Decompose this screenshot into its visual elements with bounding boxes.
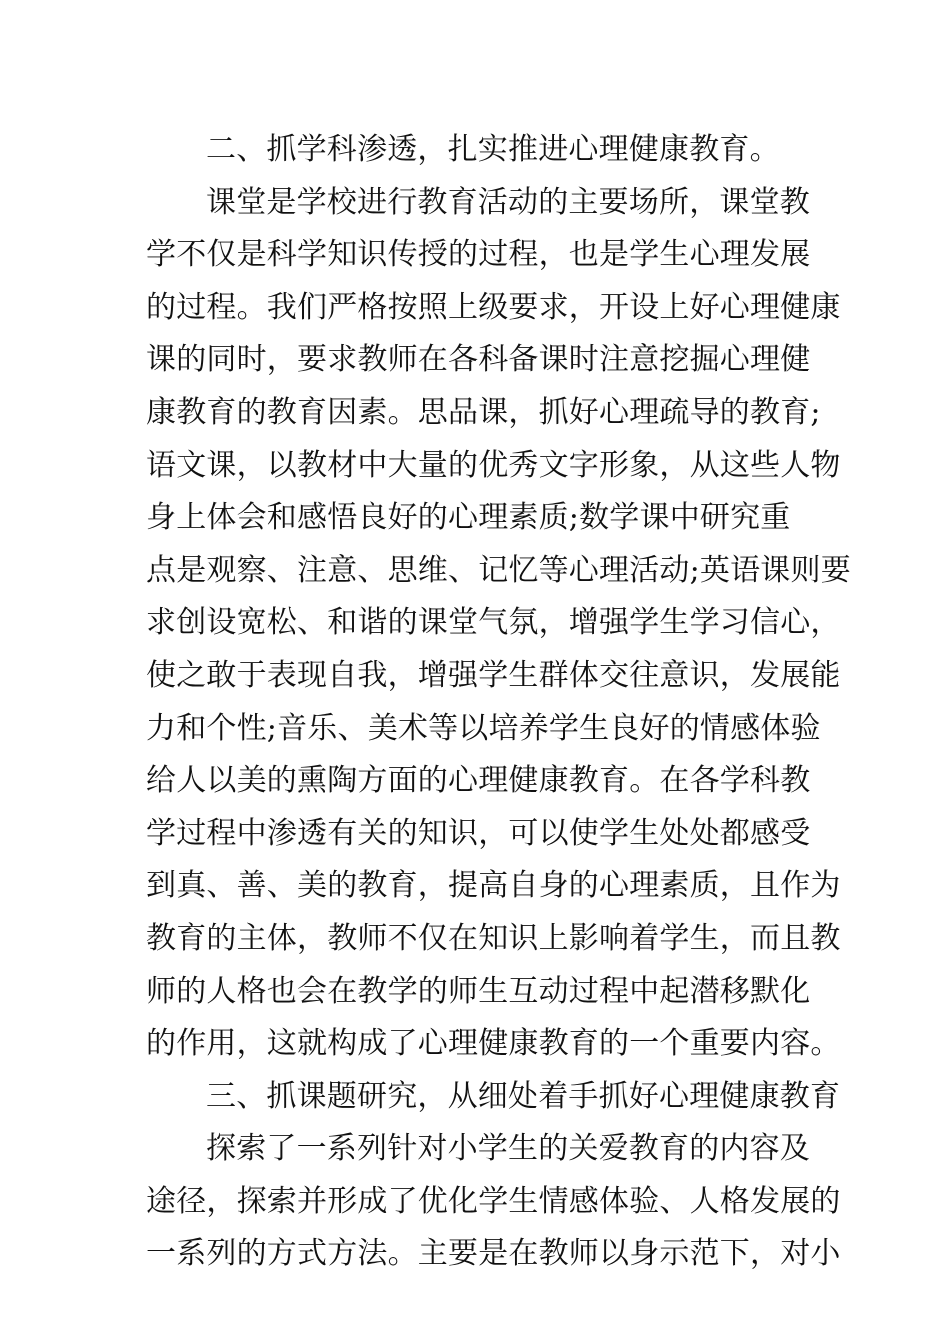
paragraph-line: 到真、善、美的教育，提高自身的心理素质，且作为	[146, 868, 841, 904]
paragraph-line: 点是观察、注意、思维、记忆等心理活动;英语课则要	[146, 552, 851, 588]
paragraph-line: 给人以美的熏陶方面的心理健康教育。在各学科教	[146, 763, 811, 799]
paragraph-line: 学不仅是科学知识传授的过程，也是学生心理发展	[146, 237, 811, 273]
document-body	[146, 124, 851, 1281]
paragraph-line: 求创设宽松、和谐的课堂气氛，增强学生学习信心，	[146, 605, 841, 641]
paragraph-line: 的作用，这就构成了心理健康教育的一个重要内容。	[146, 1026, 841, 1062]
section-heading-3: 三、抓课题研究，从细处着手抓好心理健康教育	[206, 1078, 841, 1114]
paragraph-line: 力和个性;音乐、美术等以培养学生良好的情感体验	[146, 710, 821, 746]
paragraph-line: 教育的主体，教师不仅在知识上影响着学生，而且教	[146, 920, 841, 956]
paragraph-line: 课的同时，要求教师在各科备课时注意挖掘心理健	[146, 342, 811, 378]
paragraph-line: 途径，探索并形成了优化学生情感体验、人格发展的	[146, 1183, 841, 1219]
paragraph-line: 一系列的方式方法。主要是在教师以身示范下，对小	[146, 1236, 841, 1272]
paragraph-line: 课堂是学校进行教育活动的主要场所，课堂教	[206, 184, 810, 220]
paragraph-line: 语文课，以教材中大量的优秀文字形象，从这些人物	[146, 447, 841, 483]
paragraph-line: 康教育的教育因素。思品课，抓好心理疏导的教育;	[146, 394, 821, 430]
paragraph-line: 的过程。我们严格按照上级要求，开设上好心理健康	[146, 289, 841, 325]
paragraph-line: 身上体会和感悟良好的心理素质;数学课中研究重	[146, 500, 791, 536]
paragraph-line: 师的人格也会在教学的师生互动过程中起潜移默化	[146, 973, 811, 1009]
paragraph-line: 学过程中渗透有关的知识，可以使学生处处都感受	[146, 815, 811, 851]
section-heading-2: 二、抓学科渗透，扎实推进心理健康教育。	[206, 132, 780, 167]
paragraph-line: 使之敢于表现自我，增强学生群体交往意识，发展能	[146, 657, 841, 693]
paragraph-line: 探索了一系列针对小学生的关爱教育的内容及	[206, 1131, 810, 1167]
